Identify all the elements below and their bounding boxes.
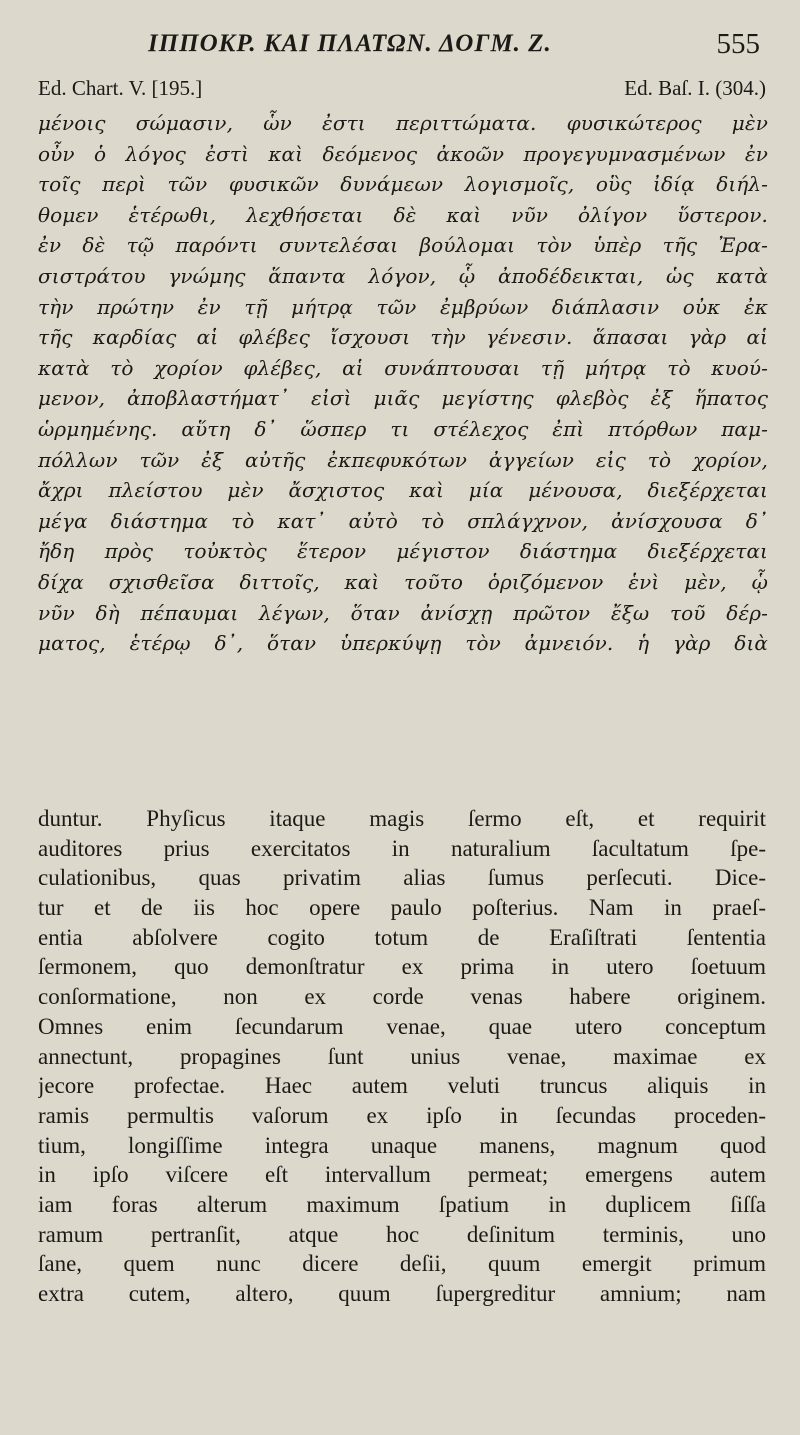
latin-line: ſane, quem nunc dicere deſii, quum emergit primum: [38, 1251, 766, 1277]
greek-line: δίχα σχισθεῖσα διττοῖς, καὶ τοῦτο ὁριζόμενον ἑνὶ μὲν, ᾧ: [38, 569, 768, 594]
greek-line: σιστράτου γνώμης ἅπαντα λόγον, ᾧ ἀποδέδεικται, ὡς κατὰ: [38, 263, 768, 288]
latin-line: ſermonem, quo demonſtratur ex prima in utero ſoetuum: [38, 954, 766, 980]
running-head: [0, 26, 800, 66]
latin-line: duntur. Phyſicus itaque magis ſermo eſt, et requirit: [38, 806, 766, 831]
greek-line: ὡρμημένης. αὕτη δ᾽ ὥσπερ τι στέλεχος ἐπὶ πτόρθων παμ-: [38, 416, 768, 441]
latin-line: ramum pertranſit, atque hoc deſinitum terminis, uno: [38, 1221, 766, 1247]
greek-line: τοῖς περὶ τῶν φυσικῶν δυνάμεων λογισμοῖς, οὓς ἰδίᾳ διήλ-: [38, 172, 768, 197]
latin-line: culationibus, quas privatim alias ſumus perſecuti. Dice-: [38, 865, 766, 891]
latin-line: conſormatione, non ex corde venas habere originem.: [38, 984, 766, 1010]
latin-line: extra cutem, altero, quum ſupergreditur amnium; nam: [38, 1281, 766, 1306]
latin-text-block: [38, 804, 766, 1309]
latin-line: tur et de iis hoc opere paulo poſterius. Nam in praeſ-: [38, 895, 766, 921]
greek-text-block: [38, 108, 768, 659]
running-title: ΙΠΠΟΚΡ. ΚΑΙ ΠΛΑΤΩΝ. ΔΟΓΜ. Ζ.: [148, 30, 552, 57]
greek-line: τὴν πρώτην ἐν τῇ μήτρᾳ τῶν ἐμβρύων διάπλασιν οὐκ ἐκ: [38, 294, 768, 319]
edition-basel-reference: Ed. Baſ. I. (304.): [624, 76, 766, 100]
greek-line: ἄχρι πλείστου μὲν ἄσχιστος καὶ μία μένουσα, διεξέρχεται: [38, 478, 768, 503]
greek-line: οὖν ὁ λόγος ἐστὶ καὶ δεόμενος ἀκοῶν προγεγυμνασμένων ἐν: [38, 141, 768, 166]
latin-line: in ipſo viſcere eſt intervallum permeat; emergens autem: [38, 1162, 766, 1188]
greek-line: τῆς καρδίας αἱ φλέβες ἴσχουσι τὴν γένεσιν. ἅπασαι γὰρ αἱ: [38, 325, 768, 350]
edition-chartier-reference: Ed. Chart. V. [195.]: [38, 76, 203, 100]
latin-line: auditores prius exercitatos in naturalium ſacultatum ſpe-: [38, 835, 766, 861]
latin-line: jecore profectae. Haec autem veluti truncus aliquis in: [38, 1073, 766, 1099]
greek-line: μενον, ἀποβλαστήματ᾽ εἰσὶ μιᾶς μεγίστης φλεβὸς ἐξ ἥπατος: [38, 386, 768, 411]
edition-reference-line: [38, 76, 766, 106]
greek-line: ματος, ἑτέρῳ δ᾽, ὅταν ὑπερκύψῃ τὸν ἀμνειόν. ἡ γὰρ διὰ: [38, 631, 768, 656]
greek-line: ἐν δὲ τῷ παρόντι συντελέσαι βούλομαι τὸν ὑπὲρ τῆς Ἐρα-: [38, 233, 768, 258]
greek-line: θομεν ἑτέρωθι, λεχθήσεται δὲ καὶ νῦν ὀλίγον ὕστερον.: [38, 202, 768, 227]
page-number: 555: [716, 28, 760, 60]
latin-line: ramis permultis vaſorum ex ipſo in ſecundas proceden-: [38, 1102, 766, 1128]
greek-line: κατὰ τὸ χορίον φλέβες, αἱ συνάπτουσαι τῇ μήτρᾳ τὸ κυού-: [38, 355, 768, 380]
greek-line: μέγα διάστημα τὸ κατ᾽ αὐτὸ τὸ σπλάγχνον, ἀνίσχουσα δ᾽: [38, 508, 768, 533]
greek-line: πόλλων τῶν ἐξ αὐτῆς ἐκπεφυκότων ἀγγείων εἰς τὸ χορίον,: [38, 447, 768, 472]
greek-line: μένοις σώμασιν, ὧν ἐστι περιττώματα. φυσικώτερος μὲν: [38, 111, 768, 135]
latin-line: annectunt, propagines ſunt unius venae, maximae ex: [38, 1043, 766, 1069]
greek-line: ἤδη πρὸς τοὐκτὸς ἕτερον μέγιστον διάστημα διεξέρχεται: [38, 539, 768, 564]
latin-line: entia abſolvere cogito totum de Eraſiſtrati ſententia: [38, 924, 766, 950]
greek-line: νῦν δὴ πέπαυμαι λέγων, ὅταν ἀνίσχῃ πρῶτον ἔξω τοῦ δέρ-: [38, 600, 768, 625]
latin-line: iam foras alterum maximum ſpatium in duplicem ſiſſa: [38, 1191, 766, 1217]
latin-line: tium, longiſſime integra unaque manens, magnum quod: [38, 1132, 766, 1158]
latin-line: Omnes enim ſecundarum venae, quae utero conceptum: [38, 1013, 766, 1039]
